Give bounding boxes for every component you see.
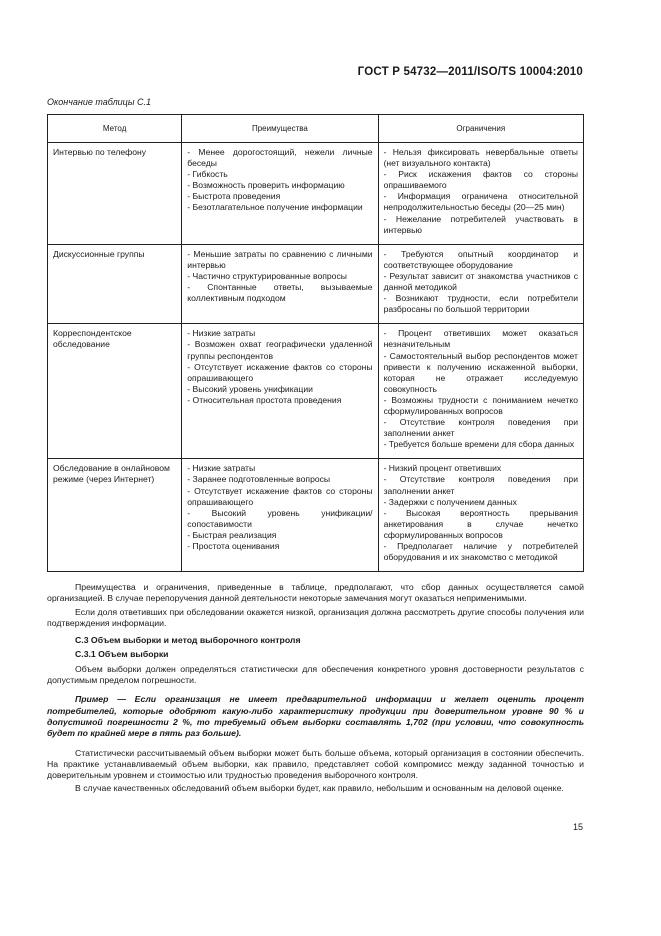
methods-table <box>47 114 584 572</box>
table-header-row <box>48 115 584 143</box>
advantages-cell <box>182 459 378 572</box>
paragraph: Преимущества и ограничения, приведенные в таблице, предполагают, что сбор данных осуществляется самой организацией. В случае перепоручения данной деятельности некоторые замечания могут оказаться неприменимыми. <box>47 582 584 604</box>
advantages-item: - Высокий уровень унификации <box>187 383 313 394</box>
table-row <box>48 459 584 572</box>
advantages-item: - Простота оценивания <box>187 541 280 551</box>
advantages-item: - Относительная простота проведения <box>187 394 342 405</box>
advantages-item: - Отсутствует искажение фактов со стороны опрашивающего <box>187 361 373 383</box>
limitations-cell <box>378 459 583 572</box>
advantages-item: - Заранее подготовленные вопросы <box>187 474 331 485</box>
paragraph: Если доля ответивших при обследовании окажется низкой, организация должна рассмотреть другие способы получения или подтверждения информации. <box>47 606 584 628</box>
table-caption: Окончание таблицы С.1 <box>47 97 151 107</box>
column-header-method: Метод <box>48 115 182 143</box>
method-cell: Интервью по телефону <box>48 143 182 245</box>
method-cell: Корреспондентское обследование <box>48 324 182 459</box>
body-text <box>47 582 584 797</box>
advantages-item: - Быстрота проведения <box>187 191 281 202</box>
example-paragraph: Пример — Если организация не имеет предварительной информации и желает оценить процент потребителей, которые одобряют какую-либо характеристику продукции при доверительном уровне 90 % и допустимой погрешности 2 %, то требуемый объем выборки составлять 1,702 (при условии, что совокупность будет по крайней мере в пять раз больше). <box>47 694 584 739</box>
limitations-item: - Процент ответивших может оказаться незначительным <box>383 328 578 350</box>
document-header: ГОСТ Р 54732—2011/ISO/TS 10004:2010 <box>357 66 583 78</box>
limitations-item: - Нельзя фиксировать невербальные ответы (нет визуального контакта) <box>383 147 578 169</box>
advantages-item: - Спонтанные ответы, вызываемые коллективным подходом <box>187 282 373 304</box>
paragraph: Статистически рассчитываемый объем выборки может быть больше объема, который организация в состоянии обеспечить. На практике устанавливаемый объем выборки, как правило, представляет собой компромисс между заданной точностью и доверительным уровнем и стоимостью или трудностью проведения выборочного контроля. <box>47 747 584 781</box>
column-header-advantages: Преимущества <box>182 115 378 143</box>
advantages-item: - Высокий уровень унификации/сопоставимости <box>187 507 373 529</box>
advantages-item: - Возможность проверить информацию <box>187 180 345 191</box>
section-heading: С.3 Объем выборки и метод выборочного контроля <box>75 635 301 646</box>
advantages-item: - Меньшие затраты по сравнению с личными интервью <box>187 248 373 270</box>
advantages-cell <box>182 244 378 324</box>
table-row <box>48 324 584 459</box>
paragraph: В случае качественных обследований объем выборки будет, как правило, небольшим и основанным на деловой оценке. <box>75 783 564 794</box>
limitations-item: - Самостоятельный выбор респондентов может привести к получению искаженной выборки, которая не отражает исследуемую совокупность <box>383 350 578 394</box>
advantages-item: - Частично структурированные вопросы <box>187 270 347 281</box>
paragraph: Объем выборки должен определяться статистически для обеспечения конкретного уровня достоверности результатов с допустимым пределом погрешности. <box>47 663 584 686</box>
page-number: 15 <box>572 822 583 832</box>
advantages-cell <box>182 143 378 245</box>
column-header-limitations: Ограничения <box>378 115 583 143</box>
table-row <box>48 244 584 324</box>
limitations-item: - Низкий процент ответивших <box>383 463 502 474</box>
limitations-item: - Отсутствие контроля поведения при заполнении анкет <box>383 474 578 496</box>
limitations-item: - Высокая вероятность прерывания анкетирования в случае нечетко сформулированных вопросов <box>383 507 578 540</box>
limitations-item: - Возможны трудности с пониманием нечетко сформулированных вопросов <box>383 394 578 416</box>
limitations-item: - Требуется больше времени для сбора данных <box>383 439 575 450</box>
advantages-item: - Менее дорогостоящий, нежели личные беседы <box>187 147 373 169</box>
method-cell: Дискуссионные группы <box>48 244 182 324</box>
method-cell: Обследование в онлайновом режиме (через Интернет) <box>48 459 182 572</box>
limitations-cell <box>378 143 583 245</box>
limitations-item: - Предполагает наличие у потребителей оборудования и их знакомство с методикой <box>383 541 578 563</box>
advantages-item: - Отсутствует искажение фактов со стороны опрашивающего <box>187 485 373 507</box>
limitations-item: - Отсутствие контроля поведения при заполнении анкет <box>383 417 578 439</box>
subsection-heading: С.3.1 Объем выборки <box>75 649 169 660</box>
limitations-item: - Результат зависит от знакомства участников с данной методикой <box>383 270 578 293</box>
table-row <box>48 143 584 245</box>
advantages-item: - Возможен охват географически удаленной группы респондентов <box>187 339 373 361</box>
advantages-cell <box>182 324 378 459</box>
limitations-item: - Нежелание потребителей участвовать в интервью <box>383 213 578 235</box>
limitations-cell <box>378 324 583 459</box>
limitations-item: - Информация ограничена относительной непродолжительностью беседы (20—25 мин) <box>383 191 578 213</box>
limitations-item: - Возникают трудности, если потребители разбросаны по большой территории <box>383 293 578 315</box>
advantages-item: - Безотлагательное получение информации <box>187 202 363 213</box>
advantages-item: - Гибкость <box>187 169 228 180</box>
advantages-item: - Низкие затраты <box>187 328 256 339</box>
limitations-item: - Требуются опытный координатор и соответствующее оборудование <box>383 248 578 270</box>
advantages-item: - Быстрая реализация <box>187 529 277 540</box>
advantages-item: - Низкие затраты <box>187 463 256 474</box>
limitations-item: - Риск искажения фактов со стороны опрашиваемого <box>383 169 578 191</box>
limitations-cell <box>378 244 583 324</box>
limitations-item: - Задержки с получением данных <box>383 496 517 507</box>
